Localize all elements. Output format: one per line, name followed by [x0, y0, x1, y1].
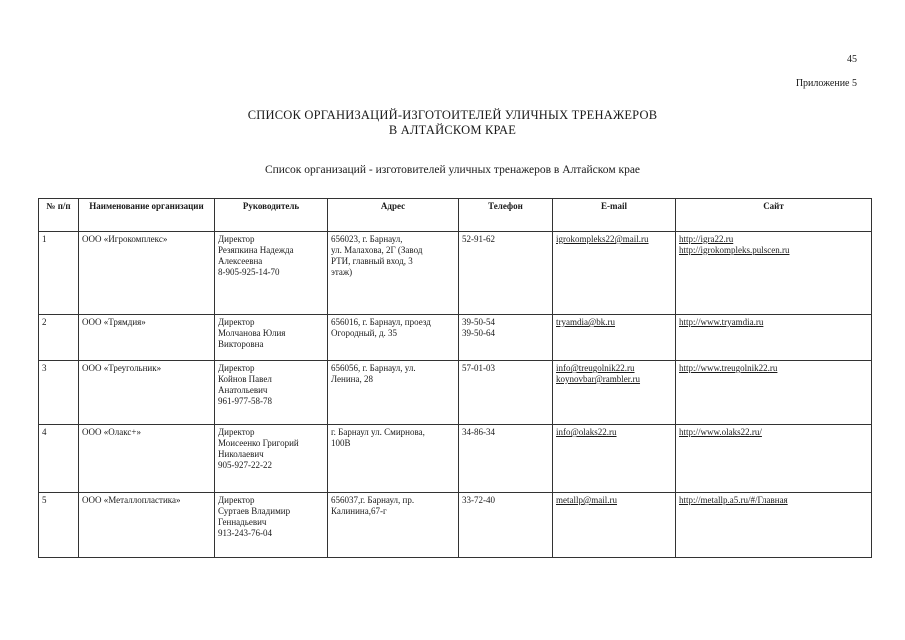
table-row: [39, 361, 872, 425]
cell-head: [215, 315, 328, 361]
cell-line: 961-977-58-78: [218, 396, 272, 406]
cell-name: ООО «Игрокомплекс»: [79, 232, 215, 315]
cell-phone: [459, 425, 553, 493]
cell-site: [676, 425, 872, 493]
cell-line: г. Барнаул ул. Смирнова,: [331, 427, 425, 437]
cell-line: Резяпкина Надежда: [218, 245, 294, 255]
site-link[interactable]: http://igra22.ru: [679, 234, 734, 244]
column-header-site: Сайт: [676, 199, 872, 232]
table-row: [39, 425, 872, 493]
cell-email: [553, 425, 676, 493]
email-link[interactable]: tryamdia@bk.ru: [556, 317, 616, 327]
site-link[interactable]: http://igrokompleks.pulscen.ru: [679, 245, 790, 255]
cell-site: [676, 315, 872, 361]
cell-email: [553, 232, 676, 315]
email-link[interactable]: info@treugolnik22.ru: [556, 363, 635, 373]
cell-line: ул. Малахова, 2Г (Завод: [331, 245, 423, 255]
cell-num: 4: [39, 425, 79, 493]
cell-line: 34-86-34: [462, 427, 495, 437]
column-header-num: № п/п: [39, 199, 79, 232]
email-link[interactable]: koynovbar@rambler.ru: [556, 374, 641, 384]
table-row: [39, 493, 872, 558]
column-header-email: E-mail: [553, 199, 676, 232]
cell-line: 656016, г. Барнаул, проезд: [331, 317, 431, 327]
email-link[interactable]: igrokompleks22@mail.ru: [556, 234, 649, 244]
cell-address: [328, 493, 459, 558]
cell-address: [328, 315, 459, 361]
email-link[interactable]: metallp@mail.ru: [556, 495, 618, 505]
column-header-head: Руководитель: [215, 199, 328, 232]
cell-line: Моисеенко Григорий: [218, 438, 299, 448]
cell-name: ООО «Трямдия»: [79, 315, 215, 361]
cell-phone: [459, 232, 553, 315]
cell-line: Директор: [218, 317, 255, 327]
cell-head: [215, 232, 328, 315]
cell-line: Николаевич: [218, 449, 264, 459]
cell-line: Директор: [218, 427, 255, 437]
cell-line: 52-91-62: [462, 234, 495, 244]
cell-address: [328, 425, 459, 493]
cell-phone: [459, 493, 553, 558]
cell-site: [676, 493, 872, 558]
cell-phone: [459, 361, 553, 425]
table-body: [39, 232, 872, 558]
cell-head: [215, 493, 328, 558]
cell-line: Калинина,67-г: [331, 506, 387, 516]
column-header-name: Наименование организации: [79, 199, 215, 232]
site-link[interactable]: http://www.olaks22.ru/: [679, 427, 762, 437]
cell-line: 913-243-76-04: [218, 528, 272, 538]
cell-line: 656037,г. Барнаул, пр.: [331, 495, 415, 505]
cell-num: 3: [39, 361, 79, 425]
cell-line: Огородный, д. 35: [331, 328, 398, 338]
cell-line: Директор: [218, 363, 255, 373]
column-header-address: Адрес: [328, 199, 459, 232]
cell-name: ООО «Треугольник»: [79, 361, 215, 425]
cell-line: Ленина, 28: [331, 374, 373, 384]
cell-email: [553, 493, 676, 558]
cell-head: [215, 425, 328, 493]
cell-line: 57-01-03: [462, 363, 495, 373]
column-header-phone: Телефон: [459, 199, 553, 232]
cell-line: 39-50-54: [462, 317, 495, 327]
cell-line: 656056, г. Барнаул, ул.: [331, 363, 416, 373]
cell-line: Анатольевич: [218, 385, 268, 395]
cell-line: РТИ, главный вход, 3: [331, 256, 413, 266]
title-line-2: В АЛТАЙСКОМ КРАЕ: [388, 123, 517, 137]
cell-site: [676, 361, 872, 425]
site-link[interactable]: http://metallp.a5.ru/#/Главная: [679, 495, 788, 505]
cell-email: [553, 315, 676, 361]
title-line-1: СПИСОК ОРГАНИЗАЦИЙ-ИЗГОТОИТЕЛЕЙ УЛИЧНЫХ ТРЕНАЖЕРОВ: [247, 108, 658, 122]
cell-site: [676, 232, 872, 315]
cell-address: [328, 361, 459, 425]
cell-line: 656023, г. Барнаул,: [331, 234, 403, 244]
appendix-label: Приложение 5: [795, 78, 857, 89]
cell-name: ООО «Металлопластика»: [79, 493, 215, 558]
cell-num: 2: [39, 315, 79, 361]
table-header-row: [39, 199, 872, 232]
cell-line: 100В: [331, 438, 351, 448]
document-title: [0, 108, 905, 138]
page-number: 45: [847, 54, 857, 65]
cell-line: Суртаев Владимир: [218, 506, 291, 516]
cell-num: 5: [39, 493, 79, 558]
cell-num: 1: [39, 232, 79, 315]
table-row: [39, 232, 872, 315]
cell-head: [215, 361, 328, 425]
cell-line: 33-72-40: [462, 495, 495, 505]
cell-line: Геннадьевич: [218, 517, 267, 527]
cell-line: 905-927-22-22: [218, 460, 272, 470]
cell-line: Алексеевна: [218, 256, 263, 266]
cell-line: этаж): [331, 267, 353, 277]
cell-email: [553, 361, 676, 425]
cell-line: Директор: [218, 234, 255, 244]
cell-name: ООО «Олакс+»: [79, 425, 215, 493]
cell-line: Директор: [218, 495, 255, 505]
email-link[interactable]: info@olaks22.ru: [556, 427, 617, 437]
organizations-table: [38, 198, 872, 558]
cell-line: Викторовна: [218, 339, 264, 349]
cell-line: Койнов Павел: [218, 374, 272, 384]
table-row: [39, 315, 872, 361]
cell-address: [328, 232, 459, 315]
site-link[interactable]: http://www.treugolnik22.ru: [679, 363, 778, 373]
site-link[interactable]: http://www.tryamdia.ru: [679, 317, 764, 327]
cell-phone: [459, 315, 553, 361]
cell-line: 39-50-64: [462, 328, 495, 338]
cell-line: Молчанова Юлия: [218, 328, 286, 338]
cell-line: 8-905-925-14-70: [218, 267, 280, 277]
table-caption: Список организаций - изготовителей уличных тренажеров в Алтайском крае: [264, 164, 641, 176]
